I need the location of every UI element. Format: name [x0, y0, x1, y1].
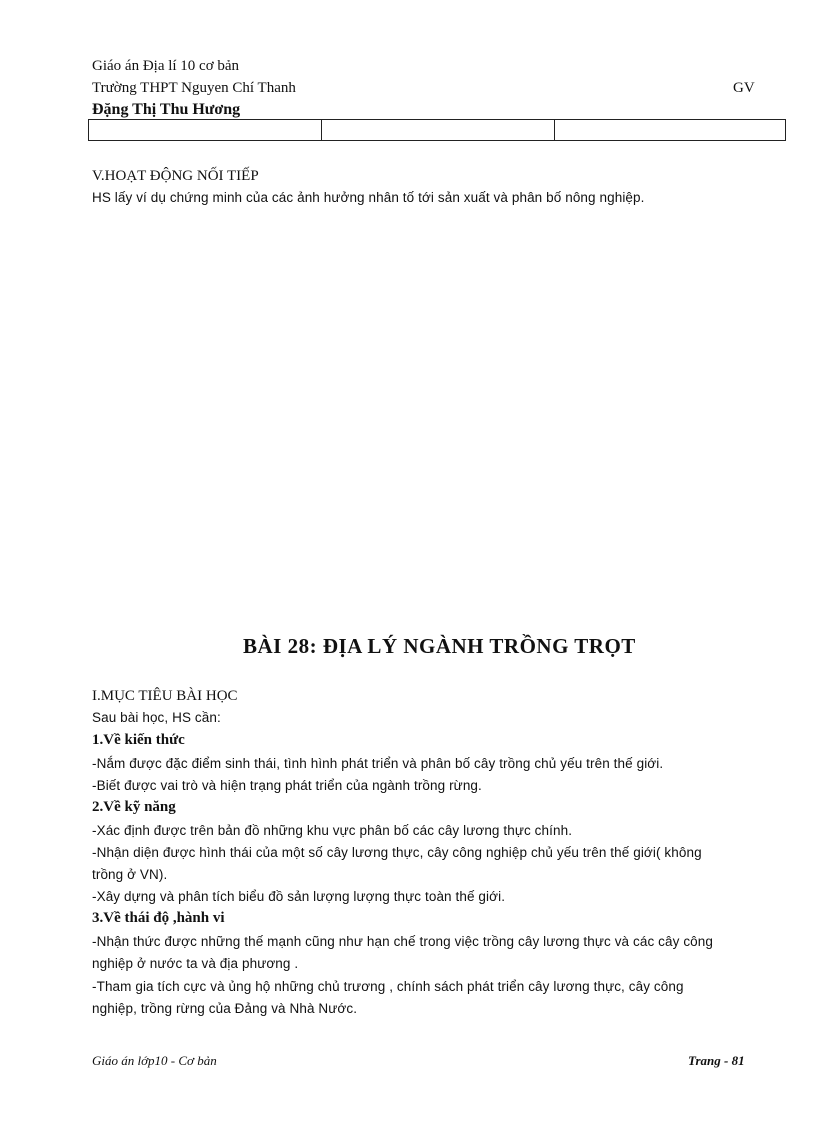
activity-text: HS lấy ví dụ chứng minh của các ảnh hưởng nhân tố tới sản xuất và phân bố nông nghiệp.	[92, 190, 645, 205]
header-right-label: GV	[733, 80, 755, 96]
knowledge-item-2: -Biết được vai trò và hiện trạng phát triển của ngành trồng rừng.	[92, 778, 482, 793]
activity-heading: V.HOẠT ĐỘNG NỐI TIẾP	[92, 168, 259, 184]
header-author: Đặng Thị Thu Hương	[92, 101, 241, 118]
objectives-heading: I.MỤC TIÊU BÀI HỌC	[92, 688, 238, 704]
attitude-heading: 3.Về thái độ ,hành vi	[92, 910, 225, 926]
attitude-item-2b: nghiệp, trồng rừng của Đảng và Nhà Nước.	[92, 1001, 358, 1016]
footer-page-number: Trang - 81	[688, 1053, 745, 1068]
skills-item-2b: trồng ở VN).	[92, 867, 168, 882]
header-line-2: Trường THPT Nguyen Chí Thanh	[92, 80, 296, 96]
table-cell	[322, 120, 555, 141]
attitude-item-1a: -Nhận thức được những thế mạnh cũng như hạn chế trong việc trồng cây lương thực và các cây công	[92, 934, 714, 949]
empty-table	[88, 119, 786, 141]
knowledge-heading: 1.Về kiến thức	[92, 732, 185, 748]
attitude-item-2a: -Tham gia tích cực và ủng hộ những chủ trương , chính sách phát triển cây lương thực, cây công	[92, 979, 684, 994]
skills-item-2a: -Nhận diện được hình thái của một số cây lương thực, cây công nghiệp chủ yếu trên thế giới( không	[92, 845, 702, 860]
table-cell	[89, 120, 322, 141]
skills-heading: 2.Về kỹ năng	[92, 799, 176, 815]
skills-item-1: -Xác định được trên bản đồ những khu vực phân bố các cây lương thực chính.	[92, 823, 573, 838]
table-row	[89, 120, 786, 141]
lesson-title: BÀI 28: ĐỊA LÝ NGÀNH TRỒNG TRỌT	[243, 634, 636, 658]
knowledge-item-1: -Nắm được đặc điểm sinh thái, tình hình phát triển và phân bố cây trồng chủ yếu trên thế giới.	[92, 756, 664, 771]
footer-left: Giáo án lớp10 - Cơ bản	[92, 1053, 217, 1068]
objectives-intro: Sau bài học, HS cần:	[92, 710, 221, 725]
attitude-item-1b: nghiệp ở nước ta và địa phương .	[92, 956, 299, 971]
header-line-1: Giáo án Địa lí 10 cơ bản	[92, 58, 240, 74]
table-cell	[555, 120, 786, 141]
skills-item-3: -Xây dựng và phân tích biểu đồ sản lượng lượng thực toàn thế giới.	[92, 889, 506, 904]
